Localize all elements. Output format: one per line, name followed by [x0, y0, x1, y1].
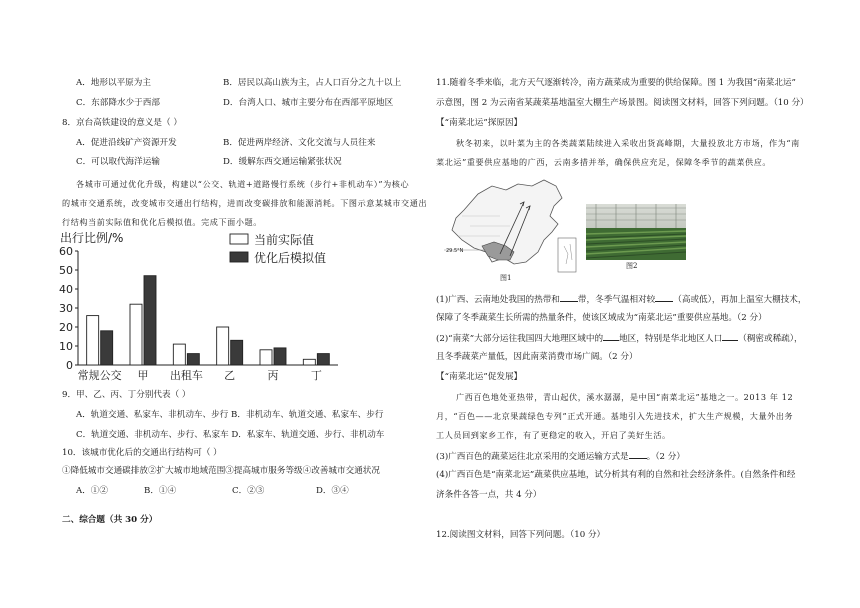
legend-label: 优化后模拟值 [254, 251, 327, 265]
y-tick-label: 60 [59, 245, 73, 258]
q11-part-2-text-b: 地区，特别是华北地区人口 [619, 334, 723, 344]
q11-part-1-text-b: 带，冬季气温相对较 [577, 295, 656, 305]
q11-part-1-line-2: 保障了冬季蔬菜生长所需的热量条件，使该区域成为“南菜北运”重要供应基地。（2 分） [436, 313, 767, 323]
figure-1-caption: 图1 [500, 274, 512, 282]
y-tick-label: 0 [66, 359, 73, 372]
q9-stem: 9．甲、乙、丙、丁分别代表（ ） [62, 390, 191, 400]
q11-material-1a: 秋冬初来，以叶菜为主的各类蔬菜陆续进入采收出货高峰期，大量投放北方市场，作为“南 [456, 138, 800, 148]
figure-1-map [440, 176, 580, 284]
q11-part-2-text-c: （稠密或稀疏）， [738, 334, 803, 344]
q11-part-2-line-2: 且冬季蔬菜产量低，因此南菜消费市场广阔。（2 分） [436, 352, 638, 362]
q11-part-4-line-1: (4)广西百色是“南菜北运”蔬菜供应基地，试分析其有利的自然和社会经济条件。(自然条件和经 [436, 470, 796, 480]
bar-current [260, 350, 272, 365]
q10-option-d: D．③④ [316, 486, 349, 496]
q10-option-a: A．①② [76, 486, 108, 496]
q11-material-1b: 菜北运”重要供应基地的广西，云南多措并举，确保供应充足，保障冬季节的蔬菜供应。 [436, 157, 772, 167]
q11-tag-explore: 【“南菜北运”探原因】 [436, 118, 523, 128]
bar-current [130, 304, 142, 365]
q7-option-c: C．东部降水少于西部 [76, 98, 160, 108]
q9-options-cd: C．轨道交通、非机动车、步行、私家车 D．私家车、轨道交通、步行、非机动车 [76, 430, 385, 440]
q9-options-ab: A．轨道交通、私家车、非机动车、步行 B．非机动车、轨道交通、私家车、步行 [76, 410, 384, 420]
answer-blank-5[interactable] [629, 449, 647, 459]
bar-current [303, 359, 315, 365]
q7-option-d: D．台湾人口、城市主要分布在西部平原地区 [223, 98, 394, 108]
x-tick-label: 甲 [137, 369, 149, 382]
legend-swatch [230, 234, 248, 244]
q11-part-4-line-2: 济条件各答一点，共 4 分） [436, 490, 542, 500]
q8-stem: 8．京台高铁建设的意义是（ ） [62, 118, 182, 128]
y-tick-label: 20 [59, 321, 73, 334]
travel-structure-bar-chart [56, 228, 356, 384]
answer-blank-4[interactable] [722, 331, 738, 341]
q11-tag-develop: 【“南菜北运”促发展】 [436, 372, 523, 382]
q7-option-a: A．地形以平原为主 [76, 78, 151, 88]
legend-swatch [230, 252, 248, 262]
answer-blank-1[interactable] [560, 292, 578, 302]
q11-part-1-line-1 [436, 292, 806, 306]
section-2-heading: 二、综合题（共 30 分） [62, 515, 158, 525]
y-tick-label: 10 [59, 340, 73, 353]
q7-option-b: B．居民以高山族为主，占人口百分之九十以上 [223, 78, 402, 88]
q11-material-2c: 工人员回到家乡工作，有了更稳定的收入，开启了美好生活。 [436, 430, 671, 440]
chart-y-axis-label: 出行比例/% [60, 231, 124, 245]
bar-optimized [101, 331, 113, 365]
bar-optimized [144, 276, 156, 365]
q11-part-2-text-a: (2)“南菜”大部分运往我国四大地理区域中的 [436, 334, 604, 344]
figure-2-photo [586, 204, 686, 272]
q11-part-3 [436, 449, 685, 463]
answer-blank-2[interactable] [655, 292, 673, 302]
greenhouse-photo-image [586, 204, 686, 260]
q10-option-c: C．②③ [232, 486, 265, 496]
bar-optimized [231, 340, 243, 365]
q11-intro-line-1: 11.随着冬季来临，北方天气逐渐转冷，南方蔬菜成为重要的供给保障。图 1 为我国“南菜北运” [436, 78, 796, 88]
bar-current [217, 327, 229, 365]
figure-2-caption: 图2 [626, 262, 638, 270]
x-tick-label: 丙 [267, 369, 279, 382]
q11-part-3-text-a: (3)广西百色的蔬菜运往北京采用的交通运输方式是 [436, 452, 629, 462]
material-line-3: 行结构当前实际值和优化后模拟值。完成下面小题。 [62, 217, 262, 227]
x-tick-label: 乙 [224, 369, 236, 382]
y-tick-label: 50 [59, 264, 73, 277]
material-line-2: 的城市交通系统，改变城市交通出行结构，进而改变碳排放和能源消耗。下图示意某城市交通出 [62, 198, 428, 208]
q12-stem: 12.阅读图文材料，回答下列问题。（10 分） [436, 530, 606, 540]
q11-part-1-text-a: (1)广西、云南地处我国的热带和 [436, 295, 560, 305]
x-tick-label: 常规公交 [77, 369, 122, 382]
x-tick-label: 丁 [310, 369, 322, 382]
q8-option-d: D．缓解东西交通运输紧张状况 [223, 157, 342, 167]
q11-material-2b: 月，“百色——北京果蔬绿色专列”正式开通。基地引入先进技术，扩大生产规模，大量外出务 [436, 411, 794, 421]
q10-stem: 10．该城市优化后的交通出行结构可（ ） [62, 448, 222, 458]
china-map-image [440, 176, 580, 276]
q8-option-b: B．促进两岸经济、文化交流与人员往来 [223, 138, 376, 148]
material-line-1: 各城市可通过优化升级，构建以“公交、轨道+道路慢行系统（步行+非机动车）”为核心 [76, 179, 410, 189]
x-tick-label: 出租车 [169, 369, 203, 382]
q11-part-2-line-1 [436, 331, 803, 345]
q8-option-c: C．可以取代海洋运输 [76, 157, 160, 167]
bar-optimized [274, 348, 286, 365]
latitude-label: 29.5°N [446, 248, 464, 254]
answer-blank-3[interactable] [603, 331, 619, 341]
q11-part-3-text-b: 。（2 分） [646, 452, 685, 462]
bar-optimized [317, 354, 329, 365]
bar-current [173, 344, 185, 365]
legend-label: 当前实际值 [254, 233, 315, 247]
q11-intro-line-2: 示意图，图 2 为云南省某蔬菜基地温室大棚生产场景图。阅读图文材料，回答下列问题。（10 分） [436, 98, 809, 108]
q10-items: ①降低城市交通碳排放②扩大城市地域范围③提高城市服务等级④改善城市交通状况 [62, 466, 380, 476]
bar-optimized [187, 354, 199, 365]
q11-material-2a: 广西百色地处亚热带，青山起伏，溪水潺潺，是中国“南菜北运”基地之一。2013 年 12 [456, 392, 794, 402]
q8-option-a: A．促进沿线矿产资源开发 [76, 138, 177, 148]
y-tick-label: 30 [59, 302, 73, 315]
y-tick-label: 40 [59, 283, 73, 296]
bar-current [87, 316, 99, 365]
q10-option-b: B．①④ [144, 486, 177, 496]
q11-part-1-text-c: （高或低），再加上温室大棚技术， [673, 295, 807, 305]
